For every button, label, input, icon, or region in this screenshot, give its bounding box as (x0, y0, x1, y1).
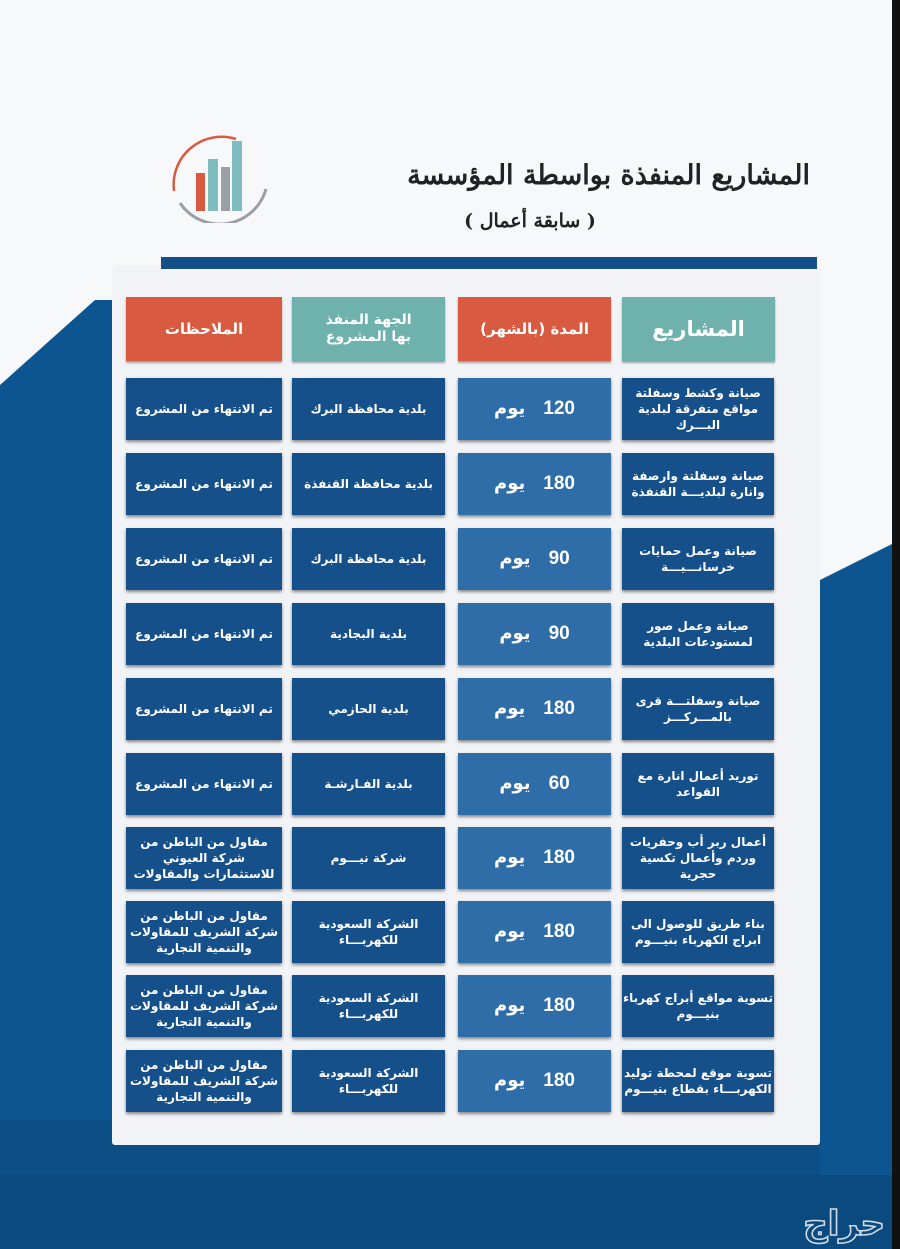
notes-text: مقاول من الباطن من شركة الشريف للمقاولات والتنمية التجارية (129, 982, 278, 1030)
page-subtitle: ( سابقة أعمال ) (464, 210, 596, 232)
cell-duration (458, 753, 611, 815)
cell-project (622, 827, 774, 889)
cell-project (622, 753, 774, 815)
cell-notes (126, 901, 282, 963)
cell-project (622, 378, 774, 440)
cell-notes (126, 528, 282, 590)
entity-text: الشركة السعودية للكهربـــاء (318, 1065, 419, 1096)
entity-text: بلدية محافظة البرك (310, 551, 427, 566)
entity-text: بلدية محافظة البرك (310, 401, 427, 416)
cell-project (622, 901, 774, 963)
duration-value: 180 (543, 921, 575, 943)
notes-text: تم الانتهاء من المشروع (135, 401, 273, 416)
project-text: صيانة وكشط وسفلتة مواقع متفرقة لبلدية البـــرك (635, 385, 761, 433)
project-text: تسوية موقع لمحطة توليد الكهربـــاء بقطاع بنيـــوم (623, 1065, 773, 1096)
duration-unit: يوم (494, 994, 526, 1016)
cell-entity (292, 603, 445, 665)
column-header-entity: الجهة المنفذ بها المشروع (292, 297, 445, 361)
cell-project (622, 975, 774, 1037)
cell-entity (292, 453, 445, 515)
duration-unit: يوم (499, 772, 531, 794)
entity-text: الشركة السعودية للكهربـــاء (318, 916, 419, 947)
notes-text: مقاول من الباطن من شركة الشريف للمقاولات والتنمية التجارية (129, 908, 278, 956)
column-header-duration: المدة (بالشهر) (458, 297, 611, 361)
notes-text: تم الانتهاء من المشروع (135, 476, 273, 491)
duration-value: 180 (543, 1070, 575, 1092)
project-text: صيانة وسفلتة وارصفة وانارة لبلديـــة القنفذة (631, 468, 765, 499)
logo-chart-icon (166, 131, 270, 223)
notes-text: تم الانتهاء من المشروع (135, 701, 273, 716)
notes-text: تم الانتهاء من المشروع (135, 551, 273, 566)
project-text: تسوية مواقع أبراج كهرباء بنيـــوم (622, 990, 774, 1021)
cell-duration (458, 528, 611, 590)
cell-entity (292, 1050, 445, 1112)
cell-project (622, 1050, 774, 1112)
cell-entity (292, 827, 445, 889)
project-text: أعمال ربر أب وحفريات وردم وأعمال تكسية حجرية (629, 834, 767, 882)
cell-notes (126, 753, 282, 815)
duration-unit: يوم (494, 920, 526, 942)
project-text: صيانة وسفلتـــة قرى بالمـــركـــز (635, 693, 761, 724)
cell-duration (458, 603, 611, 665)
entity-text: بلدية الحازمي (328, 701, 409, 716)
duration-unit: يوم (494, 472, 526, 494)
notes-text: مقاول من الباطن من شركة العيوني للاستثمارات والمقاولات (133, 834, 275, 882)
column-header-notes: الملاحظات (126, 297, 282, 361)
right-edge (892, 0, 900, 1249)
cell-duration (458, 975, 611, 1037)
page-title: المشاريع المنفذة بواسطة المؤسسة (407, 160, 810, 191)
entity-text: شركة نيـــوم (330, 850, 407, 865)
notes-text: تم الانتهاء من المشروع (135, 626, 273, 641)
cell-notes (126, 1050, 282, 1112)
project-text: بناء طريق للوصول الى ابراج الكهرباء بنيـــوم (631, 916, 765, 947)
cell-notes (126, 453, 282, 515)
column-header-projects: المشاريع (622, 297, 775, 361)
cell-entity (292, 753, 445, 815)
cell-notes (126, 603, 282, 665)
watermark-text: حراج (803, 1204, 885, 1244)
cell-entity (292, 678, 445, 740)
duration-value: 180 (543, 847, 575, 869)
cell-duration (458, 678, 611, 740)
entity-text: بلدية الفـارشـة (324, 776, 413, 791)
cell-duration (458, 453, 611, 515)
project-text: توريد أعمال انارة مع القواعد (637, 768, 759, 799)
duration-unit: يوم (494, 397, 526, 419)
notes-text: تم الانتهاء من المشروع (135, 776, 273, 791)
duration-unit: يوم (494, 846, 526, 868)
cell-entity (292, 378, 445, 440)
duration-unit: يوم (499, 622, 531, 644)
duration-unit: يوم (494, 1069, 526, 1091)
cell-entity (292, 975, 445, 1037)
cell-project (622, 453, 774, 515)
cell-notes (126, 678, 282, 740)
cell-duration (458, 1050, 611, 1112)
cell-notes (126, 378, 282, 440)
entity-text: الشركة السعودية للكهربـــاء (318, 990, 419, 1021)
duration-value: 120 (543, 398, 575, 420)
cell-duration (458, 901, 611, 963)
cell-entity (292, 528, 445, 590)
duration-value: 90 (548, 548, 570, 570)
cell-entity (292, 901, 445, 963)
cell-project (622, 603, 774, 665)
duration-value: 180 (543, 698, 575, 720)
cell-duration (458, 827, 611, 889)
haraj-watermark-logo (735, 1201, 895, 1245)
cell-project (622, 678, 774, 740)
project-text: صيانة وعمل صور لمستودعات البلدية (643, 618, 753, 649)
cell-duration (458, 378, 611, 440)
duration-value: 60 (548, 773, 570, 795)
duration-unit: يوم (499, 547, 531, 569)
duration-value: 180 (543, 995, 575, 1017)
duration-unit: يوم (494, 697, 526, 719)
duration-value: 180 (543, 473, 575, 495)
duration-value: 90 (548, 623, 570, 645)
project-text: صيانة وعمل حمايات خرسانـــيـــة (639, 543, 757, 574)
cell-notes (126, 827, 282, 889)
notes-text: مقاول من الباطن من شركة الشريف للمقاولات والتنمية التجارية (129, 1057, 278, 1105)
cell-project (622, 528, 774, 590)
entity-text: بلدية البجادية (330, 626, 407, 641)
header-divider-bar (161, 257, 817, 269)
cell-notes (126, 975, 282, 1037)
entity-text: بلدية محافظة القنفذة (304, 476, 433, 491)
